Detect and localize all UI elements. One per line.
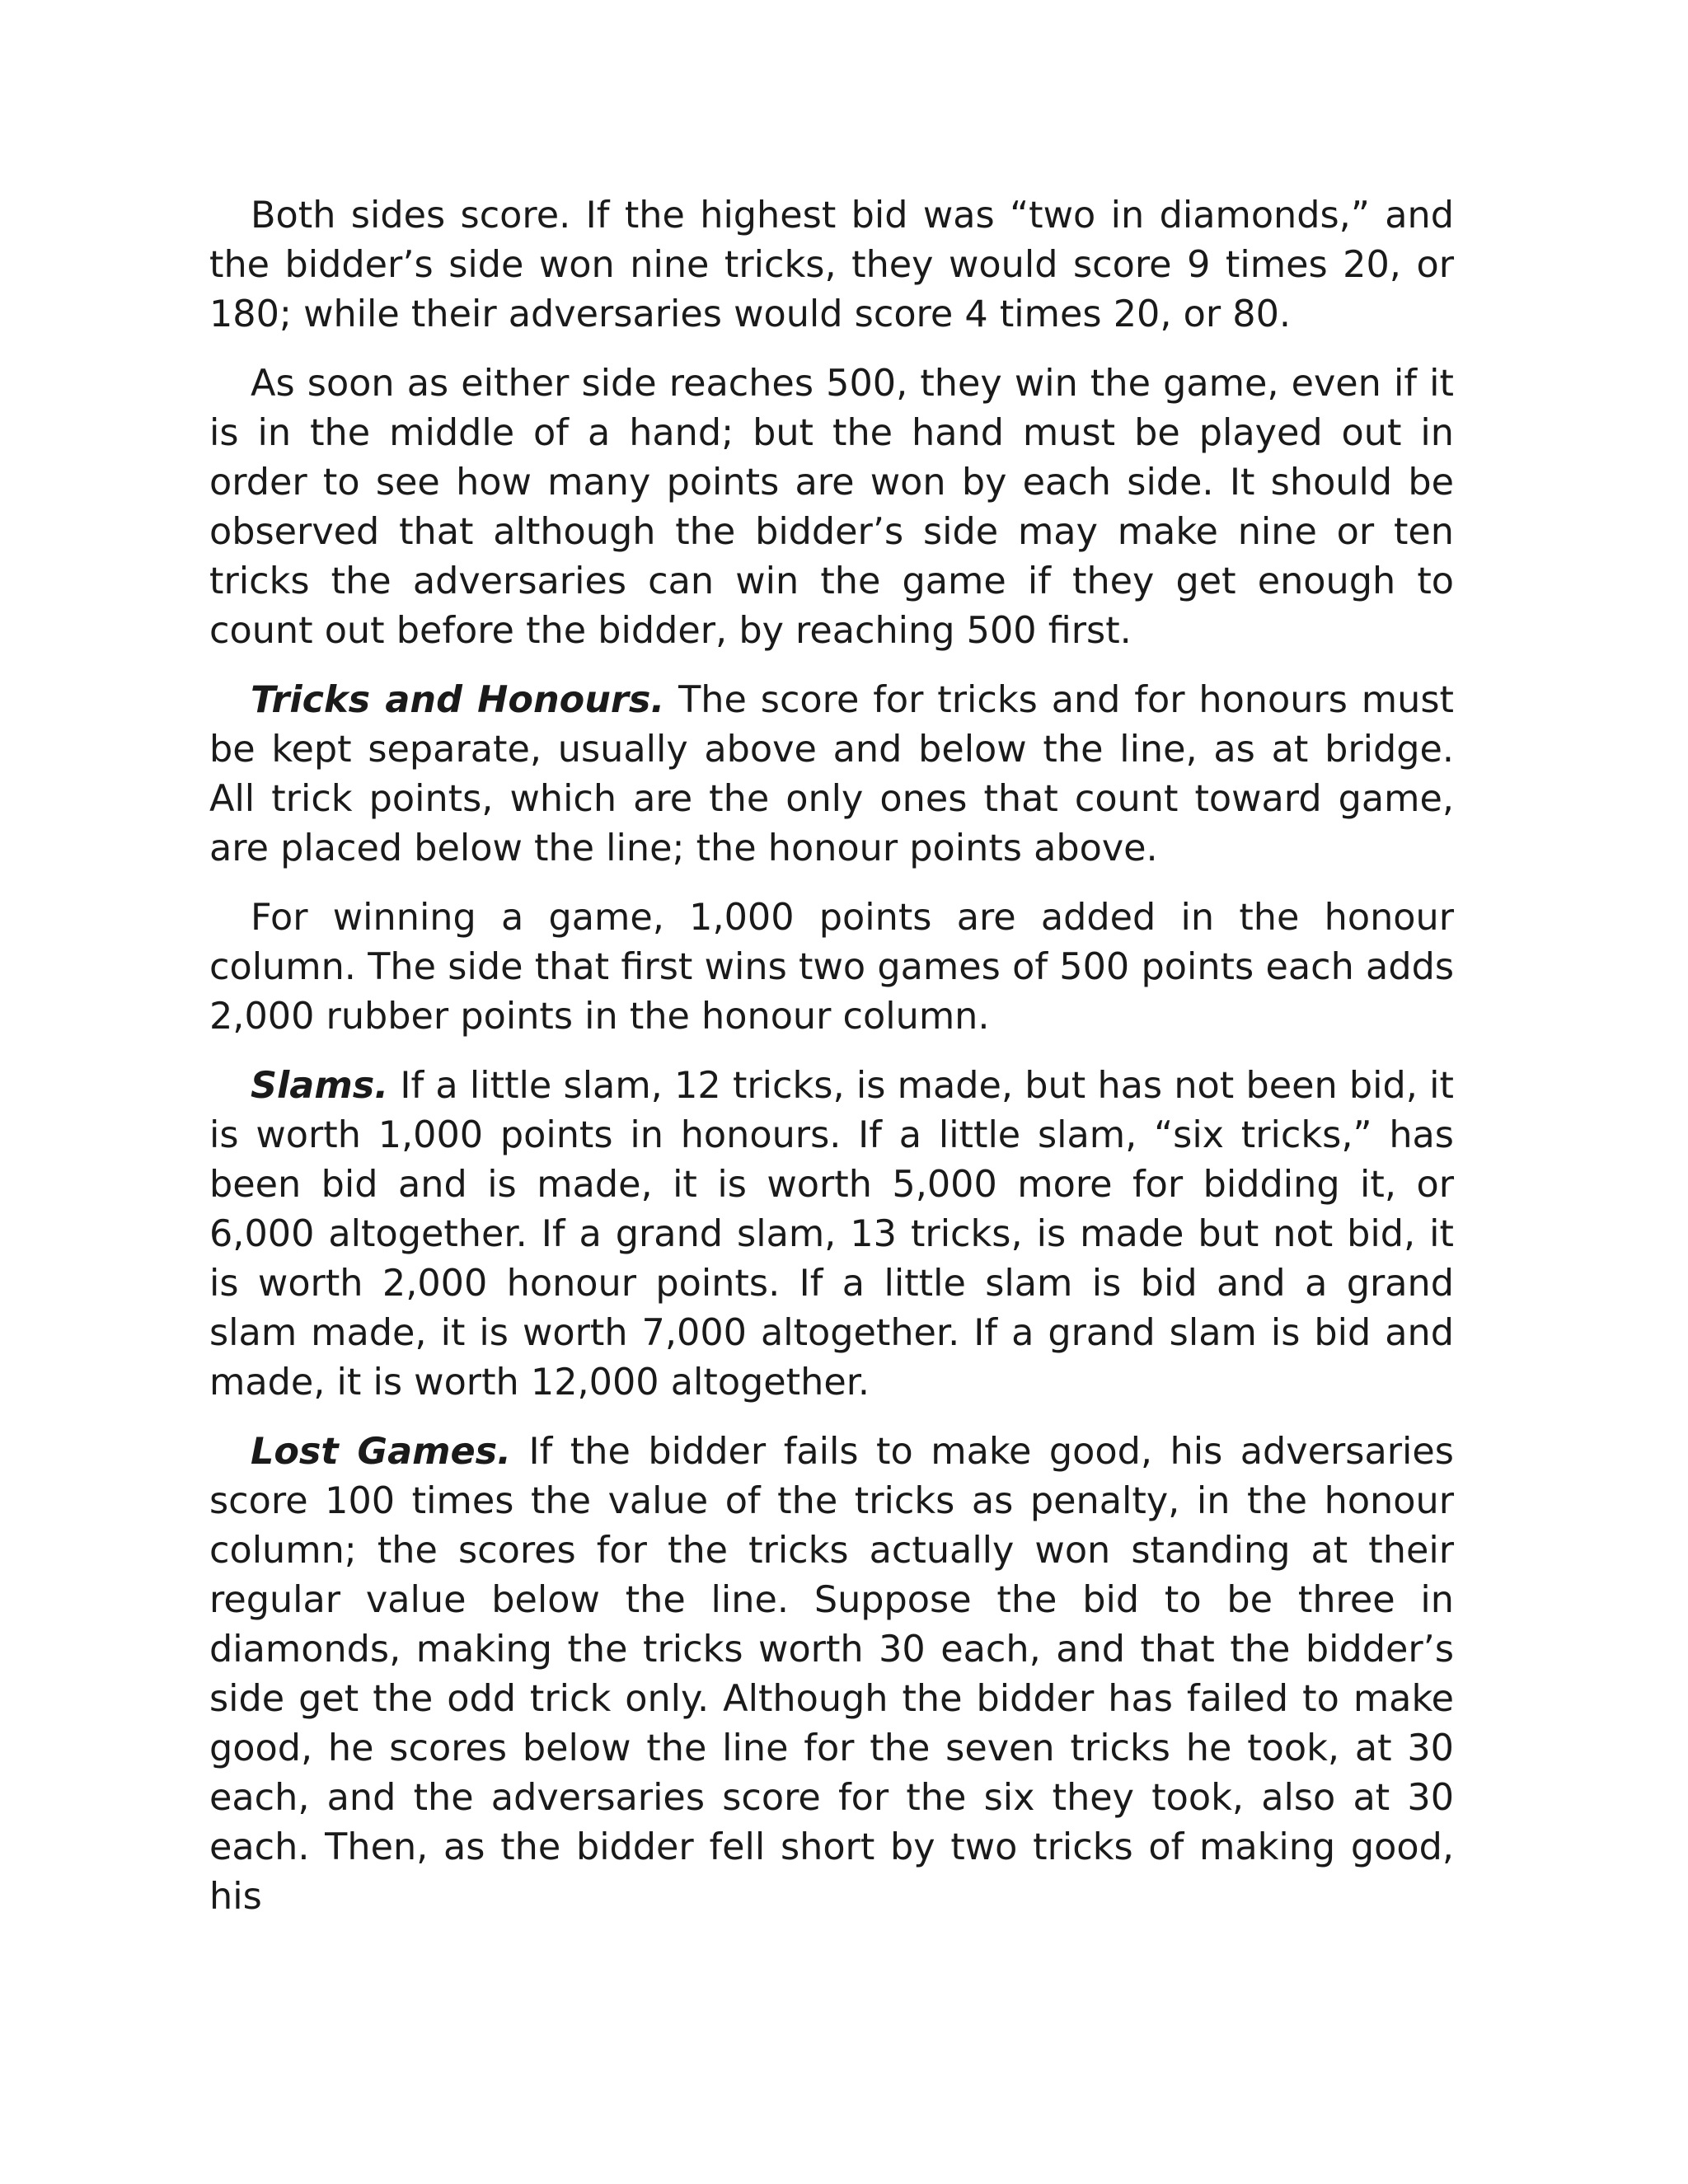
- paragraph-text: If a little slam, 12 tricks, is made, but has not been bid, it is worth 1,000 points in honours. If a little slam, “six tricks,” has been bid and is made, it is worth 5,000 more for bidding it, or 6,000 altogether. If a grand slam, 13 tricks, is made but not bid, it is worth 2,000 honour points. If a little slam is bid and a grand slam made, it is worth 7,000 altogether. If a grand slam is bid and made, it is worth 12,000 altogether.: [209, 1065, 1454, 1404]
- paragraph-text: The score for tricks and for honours must be kept separate, usually above and below the line, as at bridge. All trick points, which are the only ones that count toward game, are placed below the line; the honour points above.: [209, 679, 1454, 869]
- paragraph-both-sides-score: [209, 191, 1454, 340]
- section-heading: Slams.: [251, 1065, 389, 1107]
- paragraph-text: For winning a game, 1,000 points are added in the honour column. The side that first wins two games of 500 points each adds 2,000 rubber points in the honour column.: [209, 897, 1454, 1038]
- paragraph-tricks-and-honours: [209, 676, 1454, 874]
- document-page: [209, 191, 1454, 1942]
- paragraph-text: As soon as either side reaches 500, they win the game, even if it is in the middle of a hand; but the hand must be played out in order to see how many points are won by each side. It should be observed that although the bidder’s side may make nine or ten tricks the adversaries can win the game if they get enough to count out before the bidder, by reaching 500 first.: [209, 363, 1454, 652]
- section-heading: Lost Games.: [251, 1431, 512, 1473]
- paragraph-text: Both sides score. If the highest bid was “two in diamonds,” and the bidder’s side won nine tricks, they would score 9 times 20, or 180; while their adversaries would score 4 times 20, or 80.: [209, 194, 1454, 335]
- paragraph-lost-games: [209, 1427, 1454, 1922]
- paragraph-text: If the bidder fails to make good, his adversaries score 100 times the value of the tricks as penalty, in the honour column; the scores for the tricks actually won standing at their regular value below the line. Suppose the bid to be three in diamonds, making the tricks worth 30 each, and that the bidder’s side get the odd trick only. Although the bidder has failed to make good, he scores below the line for the seven tricks he took, at 30 each, and the adversaries score for the six they took, also at 30 each. Then, as the bidder fell short by two tricks of making good, his: [209, 1431, 1454, 1918]
- paragraph-slams: [209, 1062, 1454, 1408]
- paragraph-reaching-500: [209, 359, 1454, 656]
- section-heading: Tricks and Honours.: [251, 679, 665, 721]
- paragraph-winning-a-game: [209, 893, 1454, 1042]
